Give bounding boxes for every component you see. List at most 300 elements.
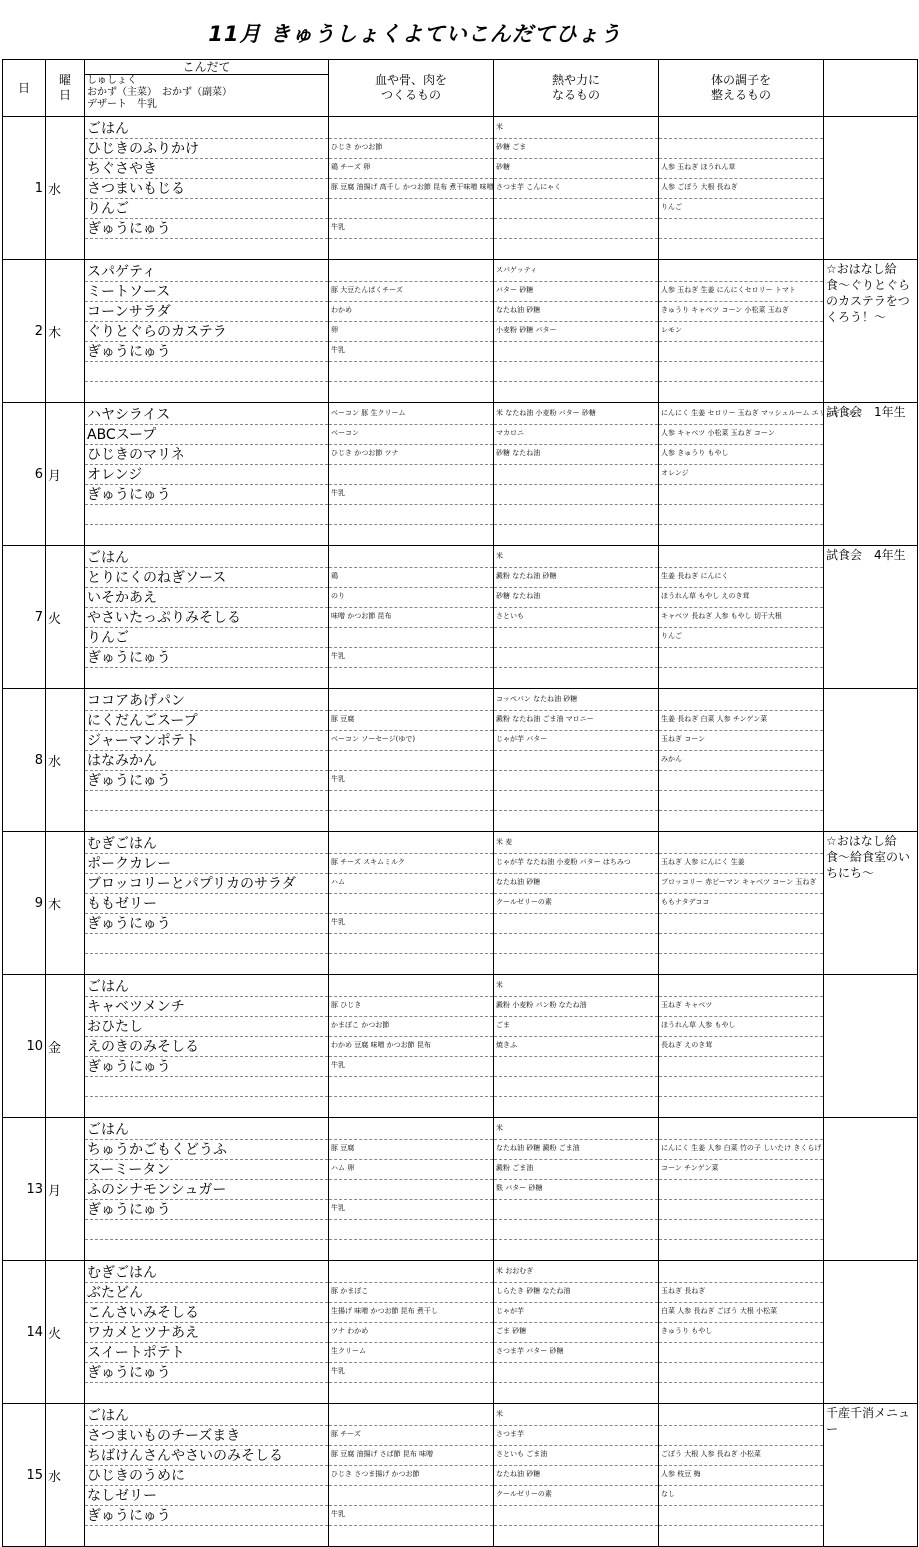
day-number: 9 bbox=[3, 832, 46, 975]
red-group-item: ひじき かつお節 bbox=[329, 139, 493, 159]
dish-item: キャベツメンチ bbox=[85, 997, 328, 1017]
red-group-list bbox=[329, 689, 494, 832]
yellow-group-item bbox=[494, 914, 658, 934]
dish-item: ふのシナモンシュガー bbox=[85, 1180, 328, 1200]
green-group-item: きゅうり キャベツ コーン 小松菜 玉ねぎ bbox=[659, 302, 823, 322]
dish-item bbox=[85, 362, 328, 382]
yellow-group-item bbox=[494, 239, 658, 259]
day-row bbox=[3, 1404, 918, 1547]
green-group-item bbox=[659, 648, 823, 668]
dish-item: ぎゅうにゅう bbox=[85, 1200, 328, 1220]
dish-item: ABCスープ bbox=[85, 425, 328, 445]
day-number: 10 bbox=[3, 975, 46, 1118]
green-group-list bbox=[659, 1404, 824, 1547]
green-group-item: ほうれん草 人参 もやし bbox=[659, 1017, 823, 1037]
green-group-item bbox=[659, 791, 823, 811]
yellow-group-list bbox=[494, 260, 659, 403]
green-group-item bbox=[659, 219, 823, 239]
green-group-item: ごぼう 大根 人参 長ねぎ 小松菜 bbox=[659, 1446, 823, 1466]
green-group-item bbox=[659, 934, 823, 954]
yellow-group-item: 澱粉 小麦粉 パン粉 なたね油 bbox=[494, 997, 658, 1017]
yellow-group-item bbox=[494, 1383, 658, 1403]
green-group-item: きゅうり もやし bbox=[659, 1323, 823, 1343]
green-group-item bbox=[659, 1120, 823, 1140]
red-group-item bbox=[329, 1220, 493, 1240]
red-group-item bbox=[329, 1526, 493, 1546]
yellow-group-item bbox=[494, 219, 658, 239]
green-group-item bbox=[659, 1200, 823, 1220]
yellow-group-item bbox=[494, 628, 658, 648]
yellow-group-list bbox=[494, 1118, 659, 1261]
yellow-group-item bbox=[494, 485, 658, 505]
yellow-group-item bbox=[494, 648, 658, 668]
green-group-item bbox=[659, 668, 823, 688]
day-number: 14 bbox=[3, 1261, 46, 1404]
dish-list bbox=[85, 1261, 329, 1404]
red-group-item bbox=[329, 119, 493, 139]
yellow-group-item: 米 bbox=[494, 119, 658, 139]
dish-item: むぎごはん bbox=[85, 1263, 328, 1283]
header-dow-line1: 曜 bbox=[58, 73, 71, 87]
red-group-item bbox=[329, 934, 493, 954]
green-group-item: オレンジ bbox=[659, 465, 823, 485]
day-of-week: 金 bbox=[46, 975, 85, 1118]
yellow-group-item: さつま芋 バター 砂糖 bbox=[494, 1343, 658, 1363]
yellow-group-item: 砂糖 ごま bbox=[494, 139, 658, 159]
dish-item bbox=[85, 239, 328, 259]
dish-item bbox=[85, 1220, 328, 1240]
red-group-item bbox=[329, 465, 493, 485]
dish-item bbox=[85, 811, 328, 831]
dish-item bbox=[85, 525, 328, 545]
dish-item: ぎゅうにゅう bbox=[85, 485, 328, 505]
red-group-item bbox=[329, 954, 493, 974]
header-green-line1: 体の調子を bbox=[710, 73, 771, 87]
green-group-item bbox=[659, 548, 823, 568]
header-row bbox=[3, 60, 918, 117]
red-group-item bbox=[329, 199, 493, 219]
header-day: 日 bbox=[3, 60, 46, 117]
day-row bbox=[3, 832, 918, 975]
green-group-item: 人参 ごぼう 大根 長ねぎ bbox=[659, 179, 823, 199]
yellow-group-item bbox=[494, 505, 658, 525]
yellow-group-list bbox=[494, 832, 659, 975]
yellow-group-item bbox=[494, 1220, 658, 1240]
dish-item bbox=[85, 1383, 328, 1403]
red-group-list bbox=[329, 1404, 494, 1547]
red-group-list bbox=[329, 832, 494, 975]
yellow-group-item: 澱粉 ごま油 bbox=[494, 1160, 658, 1180]
yellow-group-item: 米 麦 bbox=[494, 834, 658, 854]
red-group-list bbox=[329, 260, 494, 403]
green-group-list bbox=[659, 1118, 824, 1261]
red-group-item bbox=[329, 1097, 493, 1117]
dish-item: ぎゅうにゅう bbox=[85, 342, 328, 362]
green-group-item: 人参 枝豆 梅 bbox=[659, 1466, 823, 1486]
red-group-item: 豚 豆腐 bbox=[329, 1140, 493, 1160]
header-dow-line2: 日 bbox=[58, 88, 71, 102]
day-of-week: 水 bbox=[46, 1404, 85, 1547]
green-group-item bbox=[659, 1097, 823, 1117]
dish-item: ココアあげパン bbox=[85, 691, 328, 711]
red-group-item: ベーコン ソーセージ(ゆで) bbox=[329, 731, 493, 751]
red-group-item: 豚 チーズ bbox=[329, 1426, 493, 1446]
yellow-group-item: さといも bbox=[494, 608, 658, 628]
yellow-group-item: 米 なたね油 小麦粉 バター 砂糖 bbox=[494, 405, 658, 425]
red-group-item bbox=[329, 1406, 493, 1426]
dish-item: やさいたっぷりみそしる bbox=[85, 608, 328, 628]
header-red-line1: 血や骨、肉を bbox=[374, 73, 447, 87]
red-group-item: 豚 豆腐 油揚げ さば節 昆布 味噌 bbox=[329, 1446, 493, 1466]
yellow-group-item: スパゲッティ bbox=[494, 262, 658, 282]
red-group-item: 牛乳 bbox=[329, 648, 493, 668]
dish-item bbox=[85, 791, 328, 811]
green-group-item: 生姜 長ねぎ にんにく bbox=[659, 568, 823, 588]
header-yellow-line1: 熱や力に bbox=[551, 73, 600, 87]
green-group-item: 人参 きゅうり もやし bbox=[659, 445, 823, 465]
red-group-item: わかめ bbox=[329, 302, 493, 322]
green-group-item bbox=[659, 505, 823, 525]
green-group-item: 玉ねぎ 長ねぎ bbox=[659, 1283, 823, 1303]
yellow-group-item bbox=[494, 1200, 658, 1220]
day-row bbox=[3, 689, 918, 832]
red-group-list bbox=[329, 975, 494, 1118]
yellow-group-item bbox=[494, 382, 658, 402]
dish-item bbox=[85, 505, 328, 525]
red-group-item: ベーコン bbox=[329, 425, 493, 445]
yellow-group-item bbox=[494, 1077, 658, 1097]
dish-item: さつまいもじる bbox=[85, 179, 328, 199]
day-row bbox=[3, 117, 918, 260]
green-group-list bbox=[659, 689, 824, 832]
day-number: 8 bbox=[3, 689, 46, 832]
dish-item: ハヤシライス bbox=[85, 405, 328, 425]
day-of-week: 水 bbox=[46, 117, 85, 260]
red-group-item bbox=[329, 791, 493, 811]
red-group-item: 牛乳 bbox=[329, 342, 493, 362]
red-group-item: 牛乳 bbox=[329, 1363, 493, 1383]
day-of-week: 月 bbox=[46, 1118, 85, 1261]
dish-item: ぎゅうにゅう bbox=[85, 771, 328, 791]
red-group-item: 鶏 bbox=[329, 568, 493, 588]
dish-item bbox=[85, 1097, 328, 1117]
yellow-group-item: コッペパン なたね油 砂糖 bbox=[494, 691, 658, 711]
yellow-group-item: 砂糖 なたね油 bbox=[494, 445, 658, 465]
green-group-item: ももナタデココ bbox=[659, 894, 823, 914]
yellow-group-item: なたね油 砂糖 澱粉 ごま油 bbox=[494, 1140, 658, 1160]
day-row bbox=[3, 975, 918, 1118]
dish-item: りんご bbox=[85, 199, 328, 219]
red-group-item bbox=[329, 668, 493, 688]
dish-item: いそかあえ bbox=[85, 588, 328, 608]
green-group-item: 玉ねぎ キャベツ bbox=[659, 997, 823, 1017]
yellow-group-item bbox=[494, 751, 658, 771]
red-group-item: ひじき かつお節 ツナ bbox=[329, 445, 493, 465]
yellow-group-list bbox=[494, 975, 659, 1118]
green-group-item bbox=[659, 1057, 823, 1077]
green-group-item bbox=[659, 119, 823, 139]
green-group-item: りんご bbox=[659, 628, 823, 648]
red-group-item bbox=[329, 525, 493, 545]
green-group-item bbox=[659, 525, 823, 545]
green-group-list bbox=[659, 546, 824, 689]
yellow-group-item: バター 砂糖 bbox=[494, 282, 658, 302]
dish-item: ひじきのうめに bbox=[85, 1466, 328, 1486]
day-number: 13 bbox=[3, 1118, 46, 1261]
red-group-item bbox=[329, 1077, 493, 1097]
red-group-item bbox=[329, 505, 493, 525]
yellow-group-item: なたね油 砂糖 bbox=[494, 302, 658, 322]
red-group-item bbox=[329, 628, 493, 648]
red-group-item bbox=[329, 262, 493, 282]
yellow-group-item bbox=[494, 525, 658, 545]
red-group-item: かまぼこ かつお節 bbox=[329, 1017, 493, 1037]
dish-list bbox=[85, 1118, 329, 1261]
header-green bbox=[659, 60, 824, 117]
green-group-item bbox=[659, 1526, 823, 1546]
dish-item: むぎごはん bbox=[85, 834, 328, 854]
dish-list bbox=[85, 260, 329, 403]
day-of-week: 木 bbox=[46, 260, 85, 403]
green-group-item bbox=[659, 382, 823, 402]
red-group-item: 豚 豆腐 油揚げ 高千し かつお節 昆布 煮干味噌 味噌 bbox=[329, 179, 493, 199]
red-group-list bbox=[329, 1261, 494, 1404]
dish-item: とりにくのねぎソース bbox=[85, 568, 328, 588]
day-number: 15 bbox=[3, 1404, 46, 1547]
yellow-group-item: なたね油 砂糖 bbox=[494, 1466, 658, 1486]
yellow-group-item: 米 bbox=[494, 548, 658, 568]
dish-item bbox=[85, 382, 328, 402]
dish-item: コーンサラダ bbox=[85, 302, 328, 322]
red-group-item bbox=[329, 548, 493, 568]
green-group-item bbox=[659, 954, 823, 974]
red-group-item: 味噌 かつお節 昆布 bbox=[329, 608, 493, 628]
red-group-item: ひじき さつま揚げ かつお節 bbox=[329, 1466, 493, 1486]
dish-item: ももゼリー bbox=[85, 894, 328, 914]
yellow-group-list bbox=[494, 1261, 659, 1404]
yellow-group-item: 麩 バター 砂糖 bbox=[494, 1180, 658, 1200]
yellow-group-item bbox=[494, 1363, 658, 1383]
dish-item: ごはん bbox=[85, 977, 328, 997]
dish-item: なしゼリー bbox=[85, 1486, 328, 1506]
yellow-group-item: 米 おおむぎ bbox=[494, 1263, 658, 1283]
green-group-item bbox=[659, 771, 823, 791]
yellow-group-item: 米 bbox=[494, 1406, 658, 1426]
yellow-group-item: 米 bbox=[494, 1120, 658, 1140]
red-group-item: 牛乳 bbox=[329, 771, 493, 791]
dish-item: りんご bbox=[85, 628, 328, 648]
day-note: ☆おはなし給食〜給食室のいちにち〜 bbox=[824, 832, 918, 975]
yellow-group-item bbox=[494, 771, 658, 791]
red-group-item: ツナ わかめ bbox=[329, 1323, 493, 1343]
dish-item: さつまいものチーズまき bbox=[85, 1426, 328, 1446]
header-kondate bbox=[85, 60, 329, 117]
green-group-item: にんにく 生姜 セロリー 玉ねぎ マッシュルーム エリンギ しめじ bbox=[659, 405, 823, 425]
green-group-item: 玉ねぎ コーン bbox=[659, 731, 823, 751]
red-group-item bbox=[329, 239, 493, 259]
day-note: 千産千消メニュー bbox=[824, 1404, 918, 1547]
green-group-item bbox=[659, 362, 823, 382]
red-group-item: ベーコン 豚 生クリーム bbox=[329, 405, 493, 425]
dish-item bbox=[85, 1526, 328, 1546]
red-group-item: 豚 大豆たんぱくチーズ bbox=[329, 282, 493, 302]
green-group-item: にんにく 生姜 人参 白菜 竹の子 しいたけ きくらげ bbox=[659, 1140, 823, 1160]
yellow-group-item: ごま bbox=[494, 1017, 658, 1037]
red-group-item bbox=[329, 894, 493, 914]
menu-body bbox=[3, 117, 918, 1547]
green-group-item bbox=[659, 1343, 823, 1363]
red-group-item: 鶏 チーズ 卵 bbox=[329, 159, 493, 179]
red-group-item bbox=[329, 751, 493, 771]
green-group-item bbox=[659, 139, 823, 159]
green-group-item: 生姜 長ねぎ 白菜 人参 チンゲン菜 bbox=[659, 711, 823, 731]
dish-item: ちばけんさんやさいのみそしる bbox=[85, 1446, 328, 1466]
red-group-item: 牛乳 bbox=[329, 219, 493, 239]
yellow-group-item bbox=[494, 1057, 658, 1077]
yellow-group-item: 小麦粉 砂糖 バター bbox=[494, 322, 658, 342]
green-group-item bbox=[659, 1406, 823, 1426]
day-row bbox=[3, 1261, 918, 1404]
dish-item: ジャーマンポテト bbox=[85, 731, 328, 751]
day-row bbox=[3, 260, 918, 403]
dish-item: ひじきのふりかけ bbox=[85, 139, 328, 159]
day-of-week: 火 bbox=[46, 546, 85, 689]
yellow-group-item bbox=[494, 199, 658, 219]
yellow-group-item bbox=[494, 1240, 658, 1260]
dish-item: スイートポテト bbox=[85, 1343, 328, 1363]
red-group-item: 卵 bbox=[329, 322, 493, 342]
dish-list bbox=[85, 546, 329, 689]
dish-item: えのきのみそしる bbox=[85, 1037, 328, 1057]
yellow-group-item bbox=[494, 465, 658, 485]
yellow-group-item: クールゼリーの素 bbox=[494, 894, 658, 914]
day-of-week: 木 bbox=[46, 832, 85, 975]
green-group-item: 人参 玉ねぎ 生姜 にんにくセロリー トマト bbox=[659, 282, 823, 302]
yellow-group-item bbox=[494, 1526, 658, 1546]
dish-item bbox=[85, 1240, 328, 1260]
red-group-item bbox=[329, 1383, 493, 1403]
header-yellow bbox=[494, 60, 659, 117]
green-group-item: りんご bbox=[659, 199, 823, 219]
header-kondate-sub3: デザート 牛乳 bbox=[87, 99, 157, 110]
red-group-list bbox=[329, 546, 494, 689]
day-number: 6 bbox=[3, 403, 46, 546]
dish-item: ぎゅうにゅう bbox=[85, 1363, 328, 1383]
red-group-list bbox=[329, 1118, 494, 1261]
red-group-item bbox=[329, 382, 493, 402]
red-group-item: 牛乳 bbox=[329, 914, 493, 934]
day-note: 試食会 1年生 bbox=[824, 403, 918, 546]
green-group-item bbox=[659, 811, 823, 831]
day-row bbox=[3, 1118, 918, 1261]
red-group-list bbox=[329, 403, 494, 546]
yellow-group-item: ごま 砂糖 bbox=[494, 1323, 658, 1343]
dish-item: ぎゅうにゅう bbox=[85, 1057, 328, 1077]
day-note bbox=[824, 1261, 918, 1404]
green-group-list bbox=[659, 403, 863, 546]
red-group-item: 生クリーム bbox=[329, 1343, 493, 1363]
dish-item: ミートソース bbox=[85, 282, 328, 302]
header-note bbox=[824, 60, 918, 117]
yellow-group-item: 澱粉 なたね油 ごま油 マロニー bbox=[494, 711, 658, 731]
dish-list bbox=[85, 117, 329, 260]
menu-table bbox=[2, 59, 918, 1547]
green-group-item: ほうれん草 もやし えのき茸 bbox=[659, 588, 823, 608]
red-group-item: ハム 卵 bbox=[329, 1160, 493, 1180]
dish-item: ごはん bbox=[85, 548, 328, 568]
dish-item bbox=[85, 1077, 328, 1097]
yellow-group-item bbox=[494, 811, 658, 831]
yellow-group-item: 砂糖 なたね油 bbox=[494, 588, 658, 608]
dish-item bbox=[85, 934, 328, 954]
dish-item: こんさいみそしる bbox=[85, 1303, 328, 1323]
green-group-item: なし bbox=[659, 1486, 823, 1506]
red-group-item bbox=[329, 1263, 493, 1283]
yellow-group-item bbox=[494, 954, 658, 974]
red-group-item bbox=[329, 1180, 493, 1200]
green-group-list bbox=[659, 117, 824, 260]
red-group-item: 豚 チーズ スキムミルク bbox=[329, 854, 493, 874]
day-of-week: 月 bbox=[46, 403, 85, 546]
dish-item bbox=[85, 954, 328, 974]
green-group-list bbox=[659, 1261, 824, 1404]
red-group-list bbox=[329, 117, 494, 260]
dish-item: ごはん bbox=[85, 119, 328, 139]
day-row bbox=[3, 403, 918, 546]
yellow-group-item: 澱粉 なたね油 砂糖 bbox=[494, 568, 658, 588]
dish-item: ごはん bbox=[85, 1406, 328, 1426]
dish-item: ぎゅうにゅう bbox=[85, 914, 328, 934]
green-group-list bbox=[659, 975, 824, 1118]
red-group-item: のり bbox=[329, 588, 493, 608]
green-group-item bbox=[659, 342, 823, 362]
red-group-item: 牛乳 bbox=[329, 1506, 493, 1526]
red-group-item: 牛乳 bbox=[329, 1057, 493, 1077]
yellow-group-list bbox=[494, 1404, 659, 1547]
dish-item: ワカメとツナあえ bbox=[85, 1323, 328, 1343]
dish-list bbox=[85, 1404, 329, 1547]
yellow-group-item: 米 bbox=[494, 977, 658, 997]
green-group-item: 人参 玉ねぎ ほうれん草 bbox=[659, 159, 823, 179]
red-group-item: 豚 豆腐 bbox=[329, 711, 493, 731]
green-group-item: 人参 キャベツ 小松菜 玉ねぎ コーン bbox=[659, 425, 823, 445]
red-group-item bbox=[329, 1120, 493, 1140]
red-group-item bbox=[329, 362, 493, 382]
green-group-item: 玉ねぎ 人参 にんにく 生姜 bbox=[659, 854, 823, 874]
dish-list bbox=[85, 975, 329, 1118]
dish-item: おひたし bbox=[85, 1017, 328, 1037]
green-group-item bbox=[659, 834, 823, 854]
green-group-item bbox=[659, 1383, 823, 1403]
dish-item: スパゲティ bbox=[85, 262, 328, 282]
yellow-group-item: なたね油 砂糖 bbox=[494, 874, 658, 894]
green-group-item: みかん bbox=[659, 751, 823, 771]
dish-list bbox=[85, 832, 329, 975]
yellow-group-item bbox=[494, 1506, 658, 1526]
yellow-group-item: さつま芋 こんにゃく bbox=[494, 179, 658, 199]
yellow-group-list bbox=[494, 689, 659, 832]
yellow-group-item bbox=[494, 934, 658, 954]
red-group-item: 豚 ひじき bbox=[329, 997, 493, 1017]
dish-item: ポークカレー bbox=[85, 854, 328, 874]
green-group-item bbox=[659, 1180, 823, 1200]
day-number: 1 bbox=[3, 117, 46, 260]
yellow-group-list bbox=[494, 403, 659, 546]
dish-item: オレンジ bbox=[85, 465, 328, 485]
dish-item: ちぐさやき bbox=[85, 159, 328, 179]
header-kondate-title: こんだて bbox=[85, 60, 328, 75]
header-dow bbox=[46, 60, 85, 117]
